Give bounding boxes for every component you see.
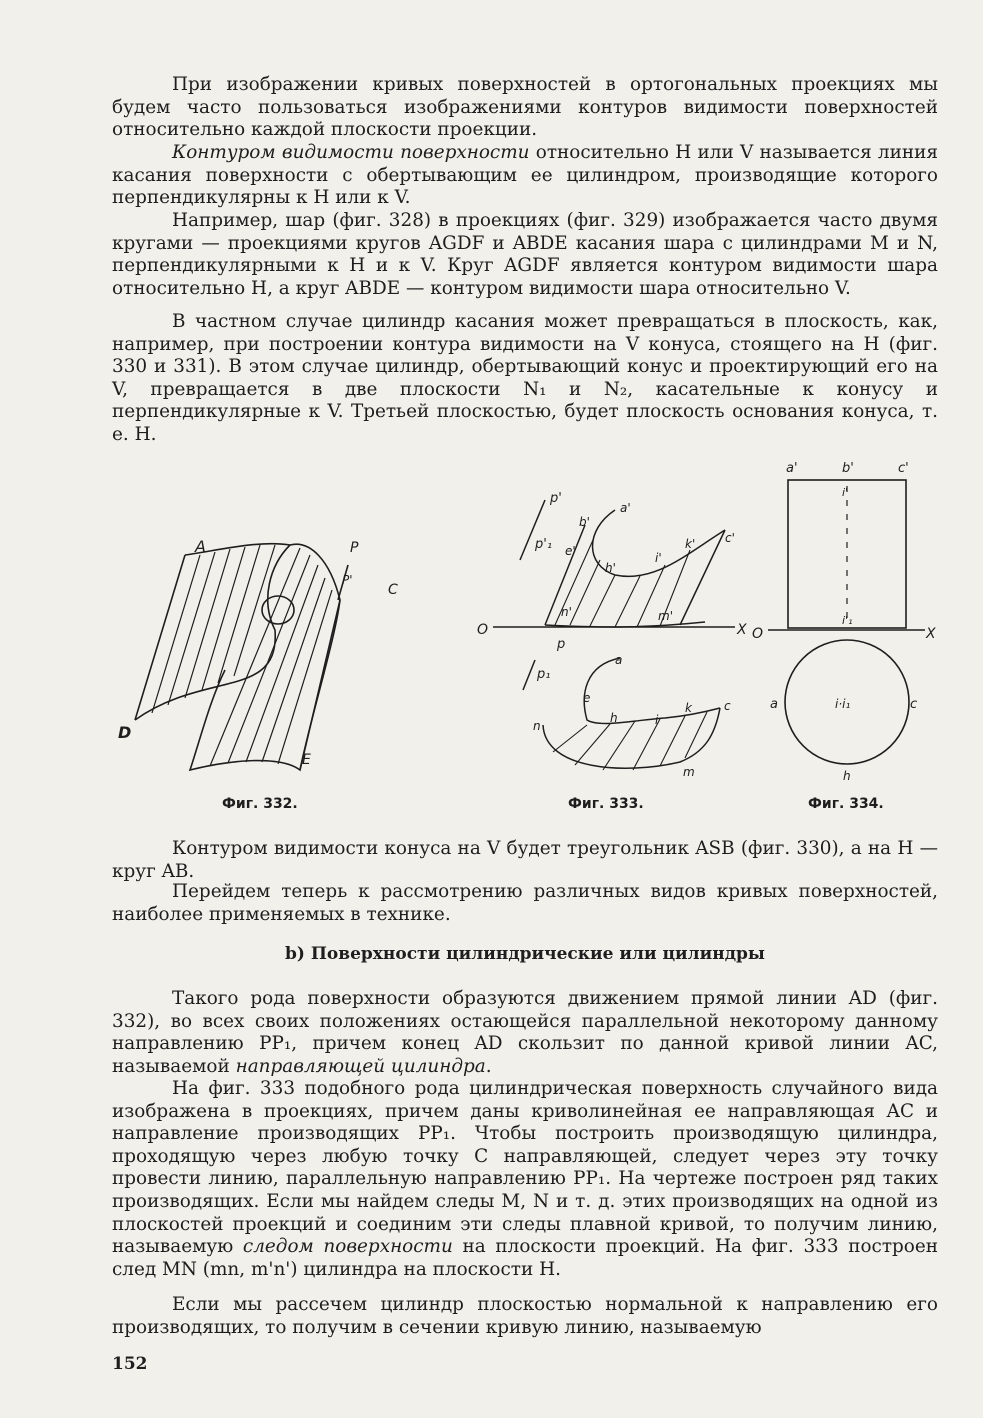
term-surface-trace: следом поверхности [242, 1236, 453, 1258]
fig333-label-c-prime: c' [725, 531, 735, 545]
fig333-hatching [553, 540, 707, 770]
fig333-label-p1-prime: p'₁ [535, 537, 553, 552]
fig334-label-center: i·i₁ [835, 697, 851, 711]
fig333-label-e: e [583, 691, 591, 705]
fig333-label-p: p [557, 637, 566, 652]
figure-334 [750, 458, 945, 798]
fig334-label-a-prime: a' [786, 461, 798, 476]
fig333-label-h-prime: h' [605, 561, 616, 575]
fig333-trace-curve-h [543, 708, 720, 768]
fig334-label-c: c [910, 697, 918, 712]
fig334-label-a: a [770, 697, 778, 712]
fig333-text-a: На фиг. 333 подобного рода цилиндрическая поверхность случайного вида изображена в проекциях, причем даны криволинейная ее направляющая AC и направление производящих PP₁. Чтобы построить производящую цилиндра, проходящую через любую точку C направляющей, следует через эту точку провести линию, параллельную направлению PP₁. На чертеже построен ряд таких производящих. Если мы найдем следы M, N и т. д. этих производящих на одной из плоскостей проекций и соединим эти следы плавной кривой, то получим линию, называемую [112, 1078, 938, 1258]
paragraph-cone-contour: Контуром видимости конуса на V будет треугольник ASB (фиг. 330), а на H — круг AB. [112, 838, 938, 882]
fig334-label-h: h [843, 769, 851, 783]
fig333-label-k: k [685, 701, 692, 715]
fig334-label-x: X [926, 626, 936, 642]
fig332-label-e: E [302, 752, 311, 768]
fig332-label-a: A [195, 537, 206, 556]
caption-fig-333: Фиг. 333. [568, 796, 644, 812]
paragraph-transition: Перейдем теперь к рассмотрению различных видов кривых поверхностей, наиболее применяемых в технике. [112, 881, 938, 925]
fig333-label-n: n [533, 719, 541, 733]
figure-333 [475, 480, 765, 800]
fig333-label-a: a [615, 653, 623, 667]
caption-fig-332: Фиг. 332. [222, 796, 298, 812]
page-number: 152 [112, 1354, 148, 1374]
fig333-label-i-prime: i' [655, 551, 662, 565]
fig334-label-c-prime: c' [898, 461, 909, 476]
fig333-label-p-prime: p' [550, 491, 562, 506]
fig333-label-h: h [610, 711, 618, 725]
fig333-text-b: на плоскости проекций. На фиг. 333 построен след MN (mn, m'n') цилиндра на плоскости H. [112, 1236, 938, 1280]
fig332-left-edge [135, 555, 185, 720]
fig333-direction-p [523, 660, 535, 690]
fig334-label-o: O [752, 626, 764, 642]
fig334-label-b-prime: b' [842, 461, 854, 476]
fig333-label-c: c [724, 699, 731, 713]
fig333-label-b-prime: b' [579, 515, 590, 529]
paragraph-cylinder-definition [112, 988, 938, 1078]
fig334-label-i1-prime: i'₁ [842, 614, 853, 627]
fig334-label-i-prime: i' [842, 486, 849, 499]
fig332-label-p: P [350, 540, 359, 556]
cylinder-text-b: . [485, 1055, 492, 1077]
fig333-label-m-prime: m' [658, 609, 673, 623]
fig333-label-n-prime: n' [561, 605, 572, 619]
definition-text: относительно H или V называется линия касания поверхности с обертывающим ее цилиндром, производящие которого перпендикулярны к H или к V. [112, 142, 938, 209]
fig333-label-p1: p₁ [537, 667, 551, 682]
fig333-label-a-prime: a' [620, 501, 631, 515]
term-contour-visibility: Контуром видимости поверхности [172, 142, 530, 163]
cylinder-text-a: Такого рода поверхности образуются движением прямой линии AD (фиг. 332), во всех своих положениях остающейся параллельной некоторому данному направлению PP₁, причем конец AD скользит по данной кривой линии AC, называемой [112, 988, 938, 1077]
figure-332 [110, 520, 430, 800]
paragraph-fig-333-description [112, 1078, 938, 1281]
term-directing-curve: направляющей цилиндра [235, 1055, 486, 1077]
fig333-directing-curve-h [584, 658, 720, 723]
fig333-label-i: i [655, 713, 659, 727]
fig332-hatching [152, 545, 332, 766]
fig332-right-edge [300, 600, 340, 770]
fig333-label-e-prime: e' [565, 544, 576, 558]
paragraph-cone-case: В частном случае цилиндр касания может превращаться в плоскость, как, например, при построении контура видимости на V конуса, стоящего на H (фиг. 330 и 331). В этом случае цилиндр, обертывающий конус и проектирующий его на V, превращается в две плоскости N₁ и N₂, касательные к конусу и перпендикулярные к V. Третьей плоскостью, будет плоскость основания конуса, т. е. H. [112, 311, 938, 445]
fig333-label-o: O [477, 622, 489, 638]
paragraph-normal-section: Если мы рассечем цилиндр плоскостью нормальной к направлению его производящих, то получим в сечении кривую линию, называемую [112, 1294, 938, 1338]
caption-fig-334: Фиг. 334. [808, 796, 884, 812]
paragraph-contour-definition [112, 142, 938, 210]
fig332-label-c: C [388, 582, 398, 598]
fig333-label-k-prime: k' [685, 537, 696, 551]
fig333-label-m: m [683, 765, 695, 779]
fig333-label-x: X [737, 622, 747, 638]
fig332-label-d: D [118, 723, 132, 742]
paragraph-sphere-example: Например, шар (фиг. 328) в проекциях (фиг. 329) изображается часто двумя кругами — проекциями кругов AGDF и ABDE касания шара с цилиндрами M и N, перпендикулярными к H и к V. Круг AGDF является контуром видимости шара относительно H, а круг ABDE — контуром видимости шара относительно V. [112, 210, 938, 299]
fig332-label-p1: P' [342, 573, 353, 587]
paragraph-contour-intro: При изображении кривых поверхностей в ортогональных проекциях мы будем часто пользоваться изображениями контуров видимости поверхностей относительно каждой плоскости проекции. [112, 74, 938, 141]
section-heading-cylinders: b) Поверхности цилиндрические или цилиндры [285, 944, 765, 964]
